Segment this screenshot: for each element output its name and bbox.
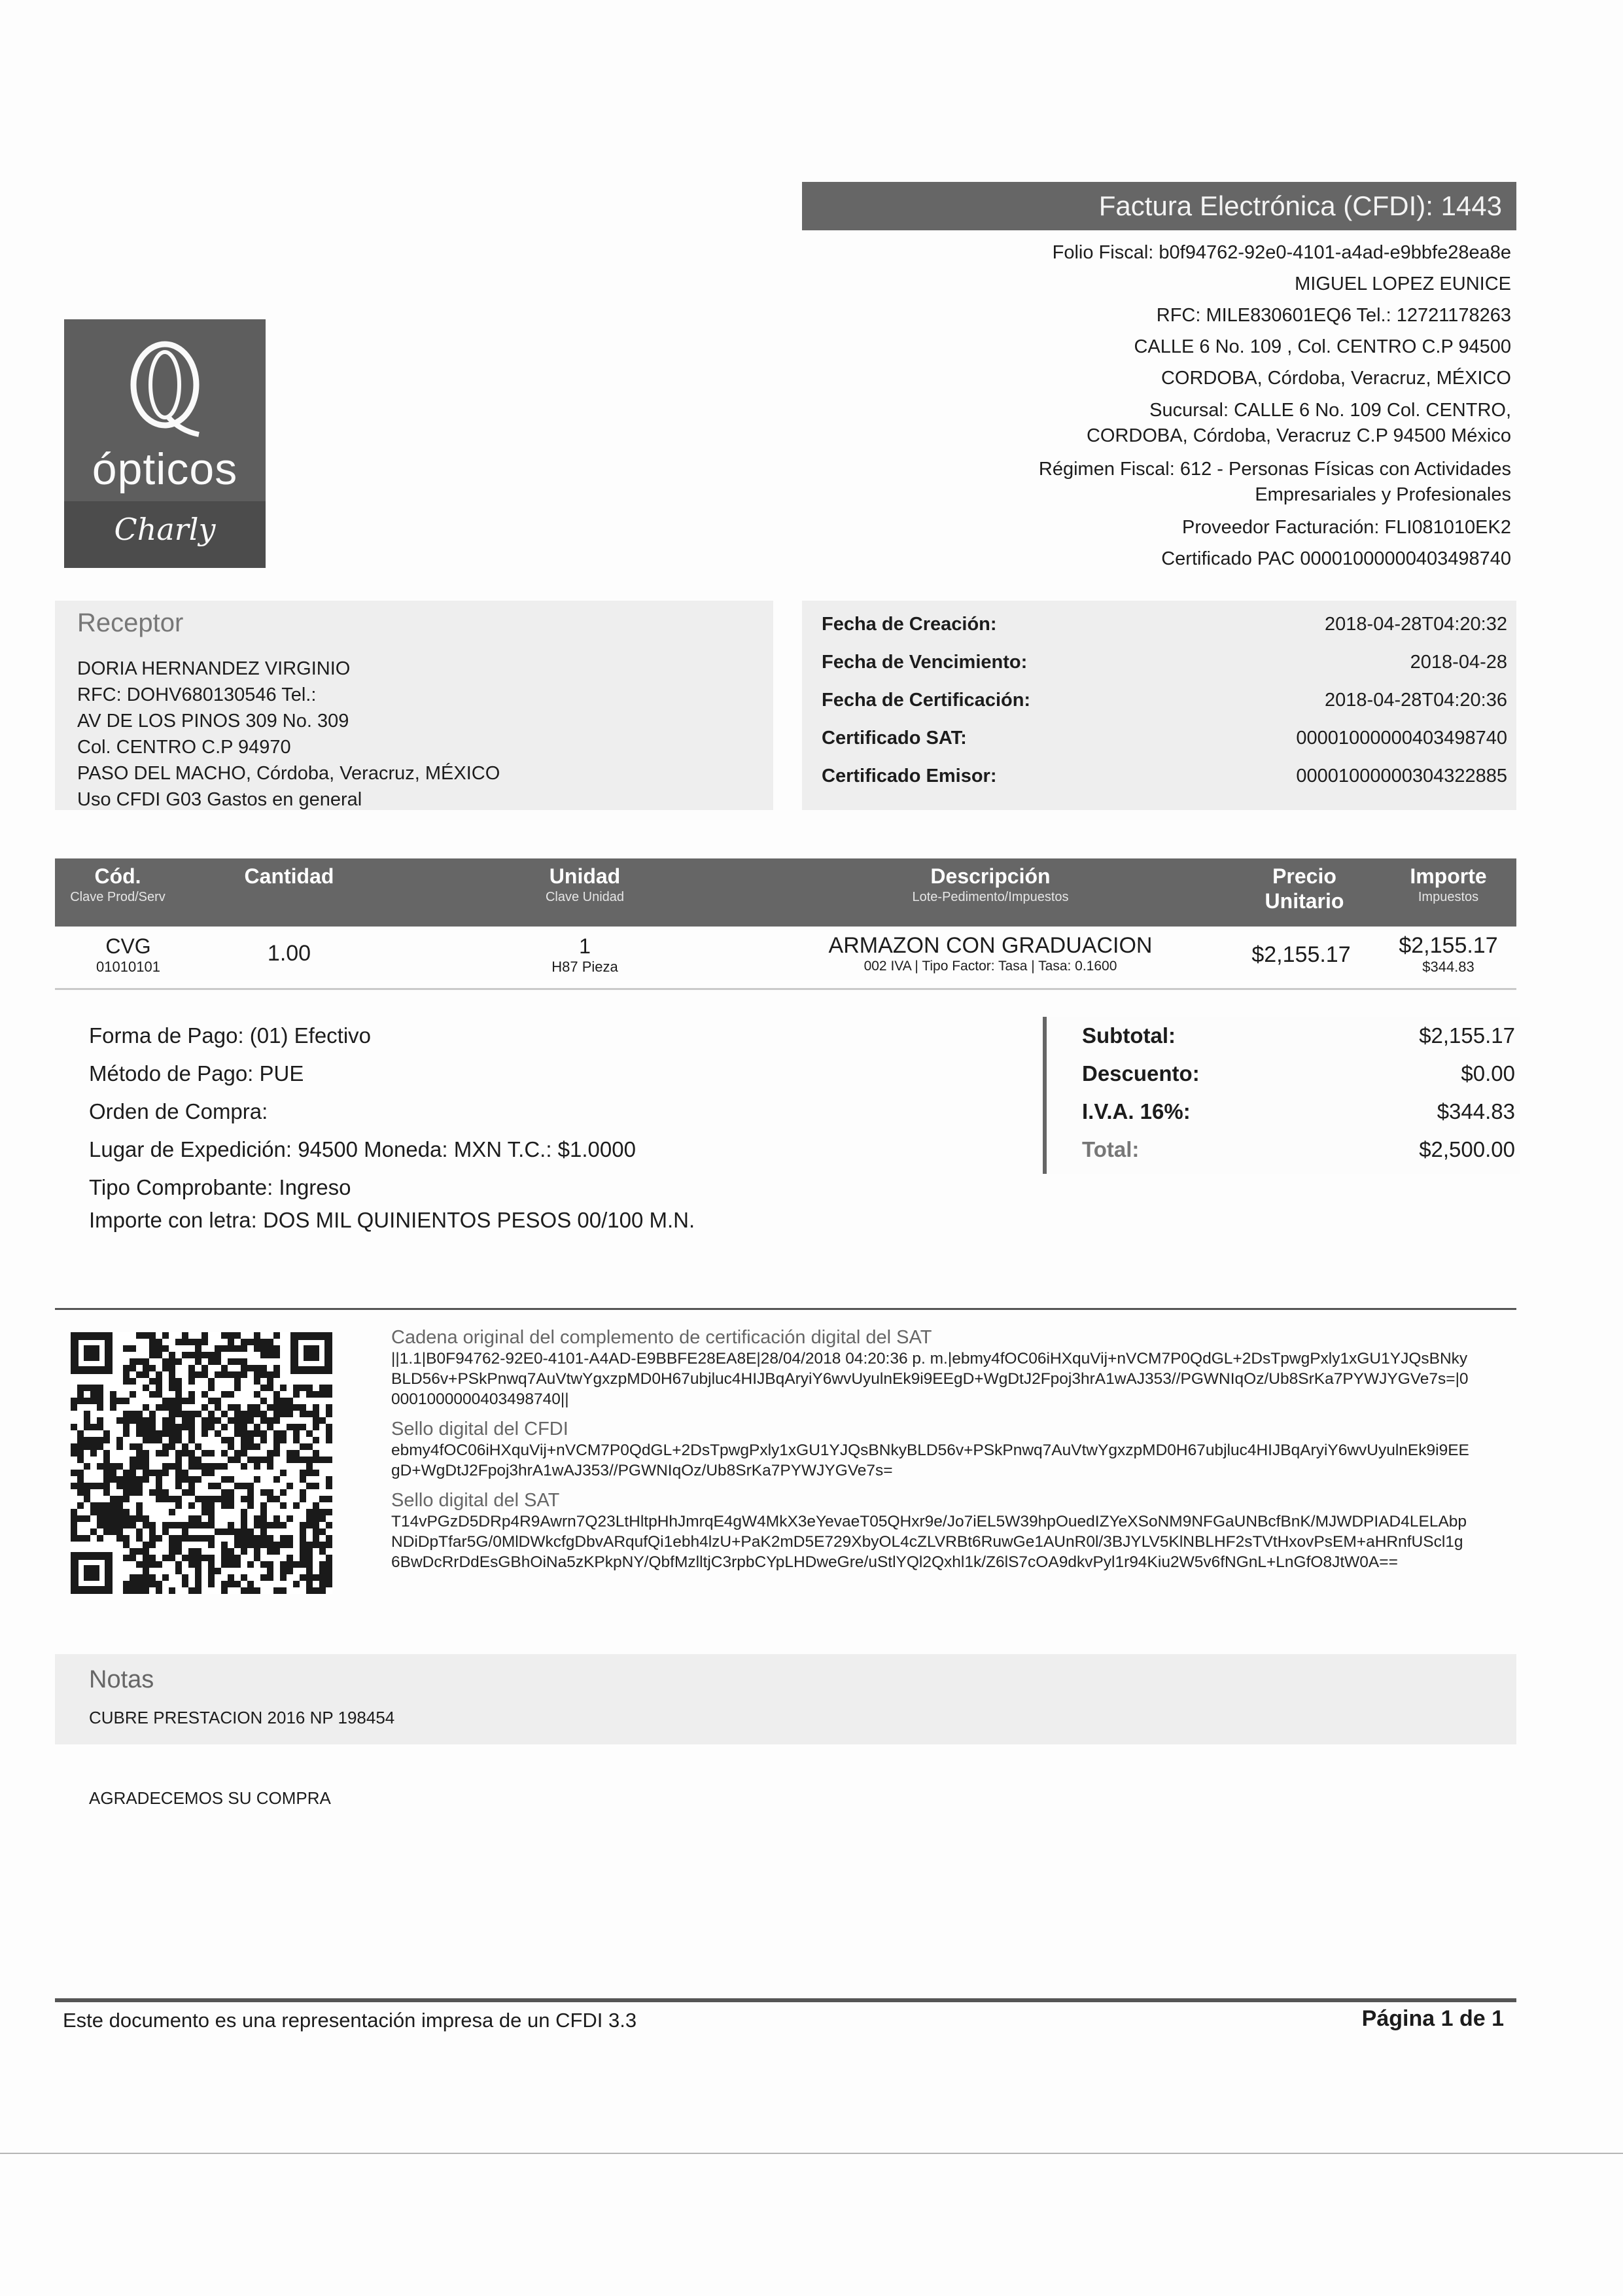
receptor-line: PASO DEL MACHO, Córdoba, Veracruz, MÉXICO <box>77 763 500 784</box>
date-value: 2018-04-28T04:20:32 <box>1325 614 1507 635</box>
date-value: 2018-04-28 <box>1410 652 1507 673</box>
item-unit-sub: H87 Pieza <box>551 959 618 975</box>
date-label: Fecha de Vencimiento: <box>822 652 1028 673</box>
item-amount: $2,155.17 <box>1399 933 1498 958</box>
item-code: CVG <box>105 934 151 958</box>
issuer-sucursal: Sucursal: CALLE 6 No. 109 Col. CENTRO, CORDOBA, Córdoba, Veracruz C.P 94500 México <box>1086 400 1511 446</box>
col-descripcion: Descripción Lote-Pedimento/Impuestos <box>912 864 1069 904</box>
receptor-line: RFC: DOHV680130546 Tel.: <box>77 684 317 705</box>
thanks-message: AGRADECEMOS SU COMPRA <box>89 1788 331 1808</box>
issuer-name: MIGUEL LOPEZ EUNICE <box>1295 274 1511 294</box>
date-label: Certificado Emisor: <box>822 766 997 786</box>
col-importe: Importe Impuestos <box>1410 864 1487 904</box>
company-logo <box>64 319 266 568</box>
issuer-address-2: CORDOBA, Córdoba, Veracruz, MÉXICO <box>1161 368 1511 389</box>
invoice-title: Factura Electrónica (CFDI): 1443 <box>802 182 1516 230</box>
payment-line: Lugar de Expedición: 94500 Moneda: MXN T.C.: $1.0000 <box>89 1137 636 1161</box>
item-code-sub: 01010101 <box>96 959 160 975</box>
receptor-line: DORIA HERNANDEZ VIRGINIO <box>77 658 351 679</box>
payment-line: Importe con letra: DOS MIL QUINIENTOS PESOS 00/100 M.N. <box>89 1208 695 1232</box>
row-divider <box>55 988 1516 990</box>
section-divider <box>55 1308 1516 1310</box>
payment-info <box>89 1017 695 1239</box>
footer-note: Este documento es una representación impresa de un CFDI 3.3 <box>63 2009 637 2032</box>
date-label: Fecha de Creación: <box>822 614 997 635</box>
date-value: 00001000000304322885 <box>1296 766 1507 786</box>
sello-cfdi-heading: Sello digital del CFDI <box>391 1419 568 1439</box>
issuer-proveedor: Proveedor Facturación: FLI081010EK2 <box>1182 517 1511 538</box>
total-value: $344.83 <box>1437 1099 1515 1123</box>
date-value: 00001000000403498740 <box>1296 728 1507 749</box>
payment-line: Tipo Comprobante: Ingreso <box>89 1175 351 1199</box>
qr-code-icon <box>71 1332 332 1594</box>
dates-panel <box>802 601 1516 810</box>
page-edge-line <box>0 2153 1623 2154</box>
logo-brand: ópticos <box>92 444 238 494</box>
footer-divider <box>55 1998 1516 2002</box>
receptor-line: AV DE LOS PINOS 309 No. 309 <box>77 711 349 732</box>
receptor-line: Uso CFDI G03 Gastos en general <box>77 789 362 810</box>
page-number: Página 1 de 1 <box>1361 2006 1504 2031</box>
col-unidad: Unidad Clave Unidad <box>545 864 625 904</box>
issuer-address-1: CALLE 6 No. 109 , Col. CENTRO C.P 94500 <box>1134 336 1511 357</box>
total-label: Total: <box>1082 1137 1140 1161</box>
issuer-info <box>726 237 1511 574</box>
table-row <box>55 928 1516 988</box>
date-label: Certificado SAT: <box>822 728 967 749</box>
col-precio: Precio Unitario <box>1265 864 1344 913</box>
folio-fiscal: Folio Fiscal: b0f94762-92e0-4101-a4ad-e9bbfe28ea8e <box>1052 242 1511 263</box>
sello-sat-heading: Sello digital del SAT <box>391 1490 560 1511</box>
sello-sat: T14vPGzD5DRp4R9Awrn7Q23LtHltpHhJmrqE4gW4MkX3eYevaeT05QHxr9e/Jo7iEL5W39hpOuedIZYeXSoNM9NFGaUNBcfBnK/MJWDPIAD4LELAbpNDiDpTfar5G/0MlDWkcfgDbvARqufQi1ebh4lzU+PaK2mD5E729XbyOL4cZLVRBt6RuwGe1AUnR0l/3BJYLV5KlNBLHF2sTVtHxovPsEM+aHRnfUScl1g6BwDcRrDdEsGBhOiNa5zKPkpNY/QbfMzlltjC3rpbCYpLHDweGre/uStlYQl2Qxhl1k/Z6lS7cOA9dkvPyl1r94Kiu2W5v6fNGnL+LnGfO8JtW0A== <box>391 1513 1467 1571</box>
item-qty: 1.00 <box>267 941 311 966</box>
item-description: ARMAZON CON GRADUACION <box>828 933 1153 958</box>
logo-script: Charly <box>114 512 216 547</box>
payment-line: Método de Pago: PUE <box>89 1061 304 1086</box>
item-unit: 1 <box>579 934 591 958</box>
item-description-sub: 002 IVA | Tipo Factor: Tasa | Tasa: 0.1600 <box>864 959 1117 974</box>
items-table-header <box>55 858 1516 927</box>
col-cantidad: Cantidad <box>244 864 334 888</box>
date-value: 2018-04-28T04:20:36 <box>1325 690 1507 711</box>
total-label: I.V.A. 16%: <box>1082 1099 1191 1123</box>
total-value: $2,155.17 <box>1419 1023 1515 1048</box>
issuer-regimen: Régimen Fiscal: 612 - Personas Físicas con Actividades Empresariales y Profesionales <box>1038 459 1511 505</box>
item-amount-tax: $344.83 <box>1422 959 1475 975</box>
total-label: Descuento: <box>1082 1061 1200 1086</box>
digital-seals <box>391 1327 1471 1572</box>
payment-line: Orden de Compra: <box>89 1099 268 1123</box>
notes-panel <box>55 1654 1516 1744</box>
receptor-heading: Receptor <box>77 609 184 637</box>
notes-heading: Notas <box>89 1666 154 1693</box>
item-price: $2,155.17 <box>1251 942 1351 967</box>
grand-total-value: $2,500.00 <box>1419 1137 1515 1161</box>
totals-panel <box>1043 1017 1520 1174</box>
cadena-original: ||1.1|B0F94762-92E0-4101-A4AD-E9BBFE28EA8E|28/04/2018 04:20:36 p. m.|ebmy4fOC06iHXquVij+nVCM7P0QdGL+2DsTpwgPxly1xGU1YJQsBNkyBLD56v+PSkPnwq7AuVtwYgxzpMD0H67ubjluc4HIJBqAryiY6wvUyulnEk9i9EEgD+WgDtJ2Fpoj3hrA1wAJ353//PGWNIqOz/Ub8SrKa7PYWJYGVe7s=|00001000000403498740|| <box>391 1350 1469 1408</box>
date-label: Fecha de Certificación: <box>822 690 1031 711</box>
issuer-rfc: RFC: MILE830601EQ6 Tel.: 12721178263 <box>1156 305 1511 326</box>
payment-line: Forma de Pago: (01) Efectivo <box>89 1023 372 1048</box>
notes-body: CUBRE PRESTACION 2016 NP 198454 <box>89 1708 395 1727</box>
col-codigo: Cód. Clave Prod/Serv <box>70 864 166 904</box>
receptor-line: Col. CENTRO C.P 94970 <box>77 737 291 758</box>
receptor-panel <box>55 601 773 810</box>
cadena-heading: Cadena original del complemento de certificación digital del SAT <box>391 1327 932 1348</box>
total-label: Subtotal: <box>1082 1023 1176 1048</box>
total-value: $0.00 <box>1461 1061 1515 1086</box>
issuer-certificado-pac: Certificado PAC 00001000000403498740 <box>1161 548 1511 569</box>
sello-cfdi: ebmy4fOC06iHXquVij+nVCM7P0QdGL+2DsTpwgPxly1xGU1YJQsBNkyBLD56v+PSkPnwq7AuVtwYgxzpMD0H67ubjluc4HIJBqAryiY6wvUyulnEk9i9EEgD+WgDtJ2Fpoj3hrA1wAJ353//PGWNIqOz/Ub8SrKa7PYWJYGVe7s= <box>391 1441 1469 1479</box>
logo-mark-icon <box>127 339 203 437</box>
